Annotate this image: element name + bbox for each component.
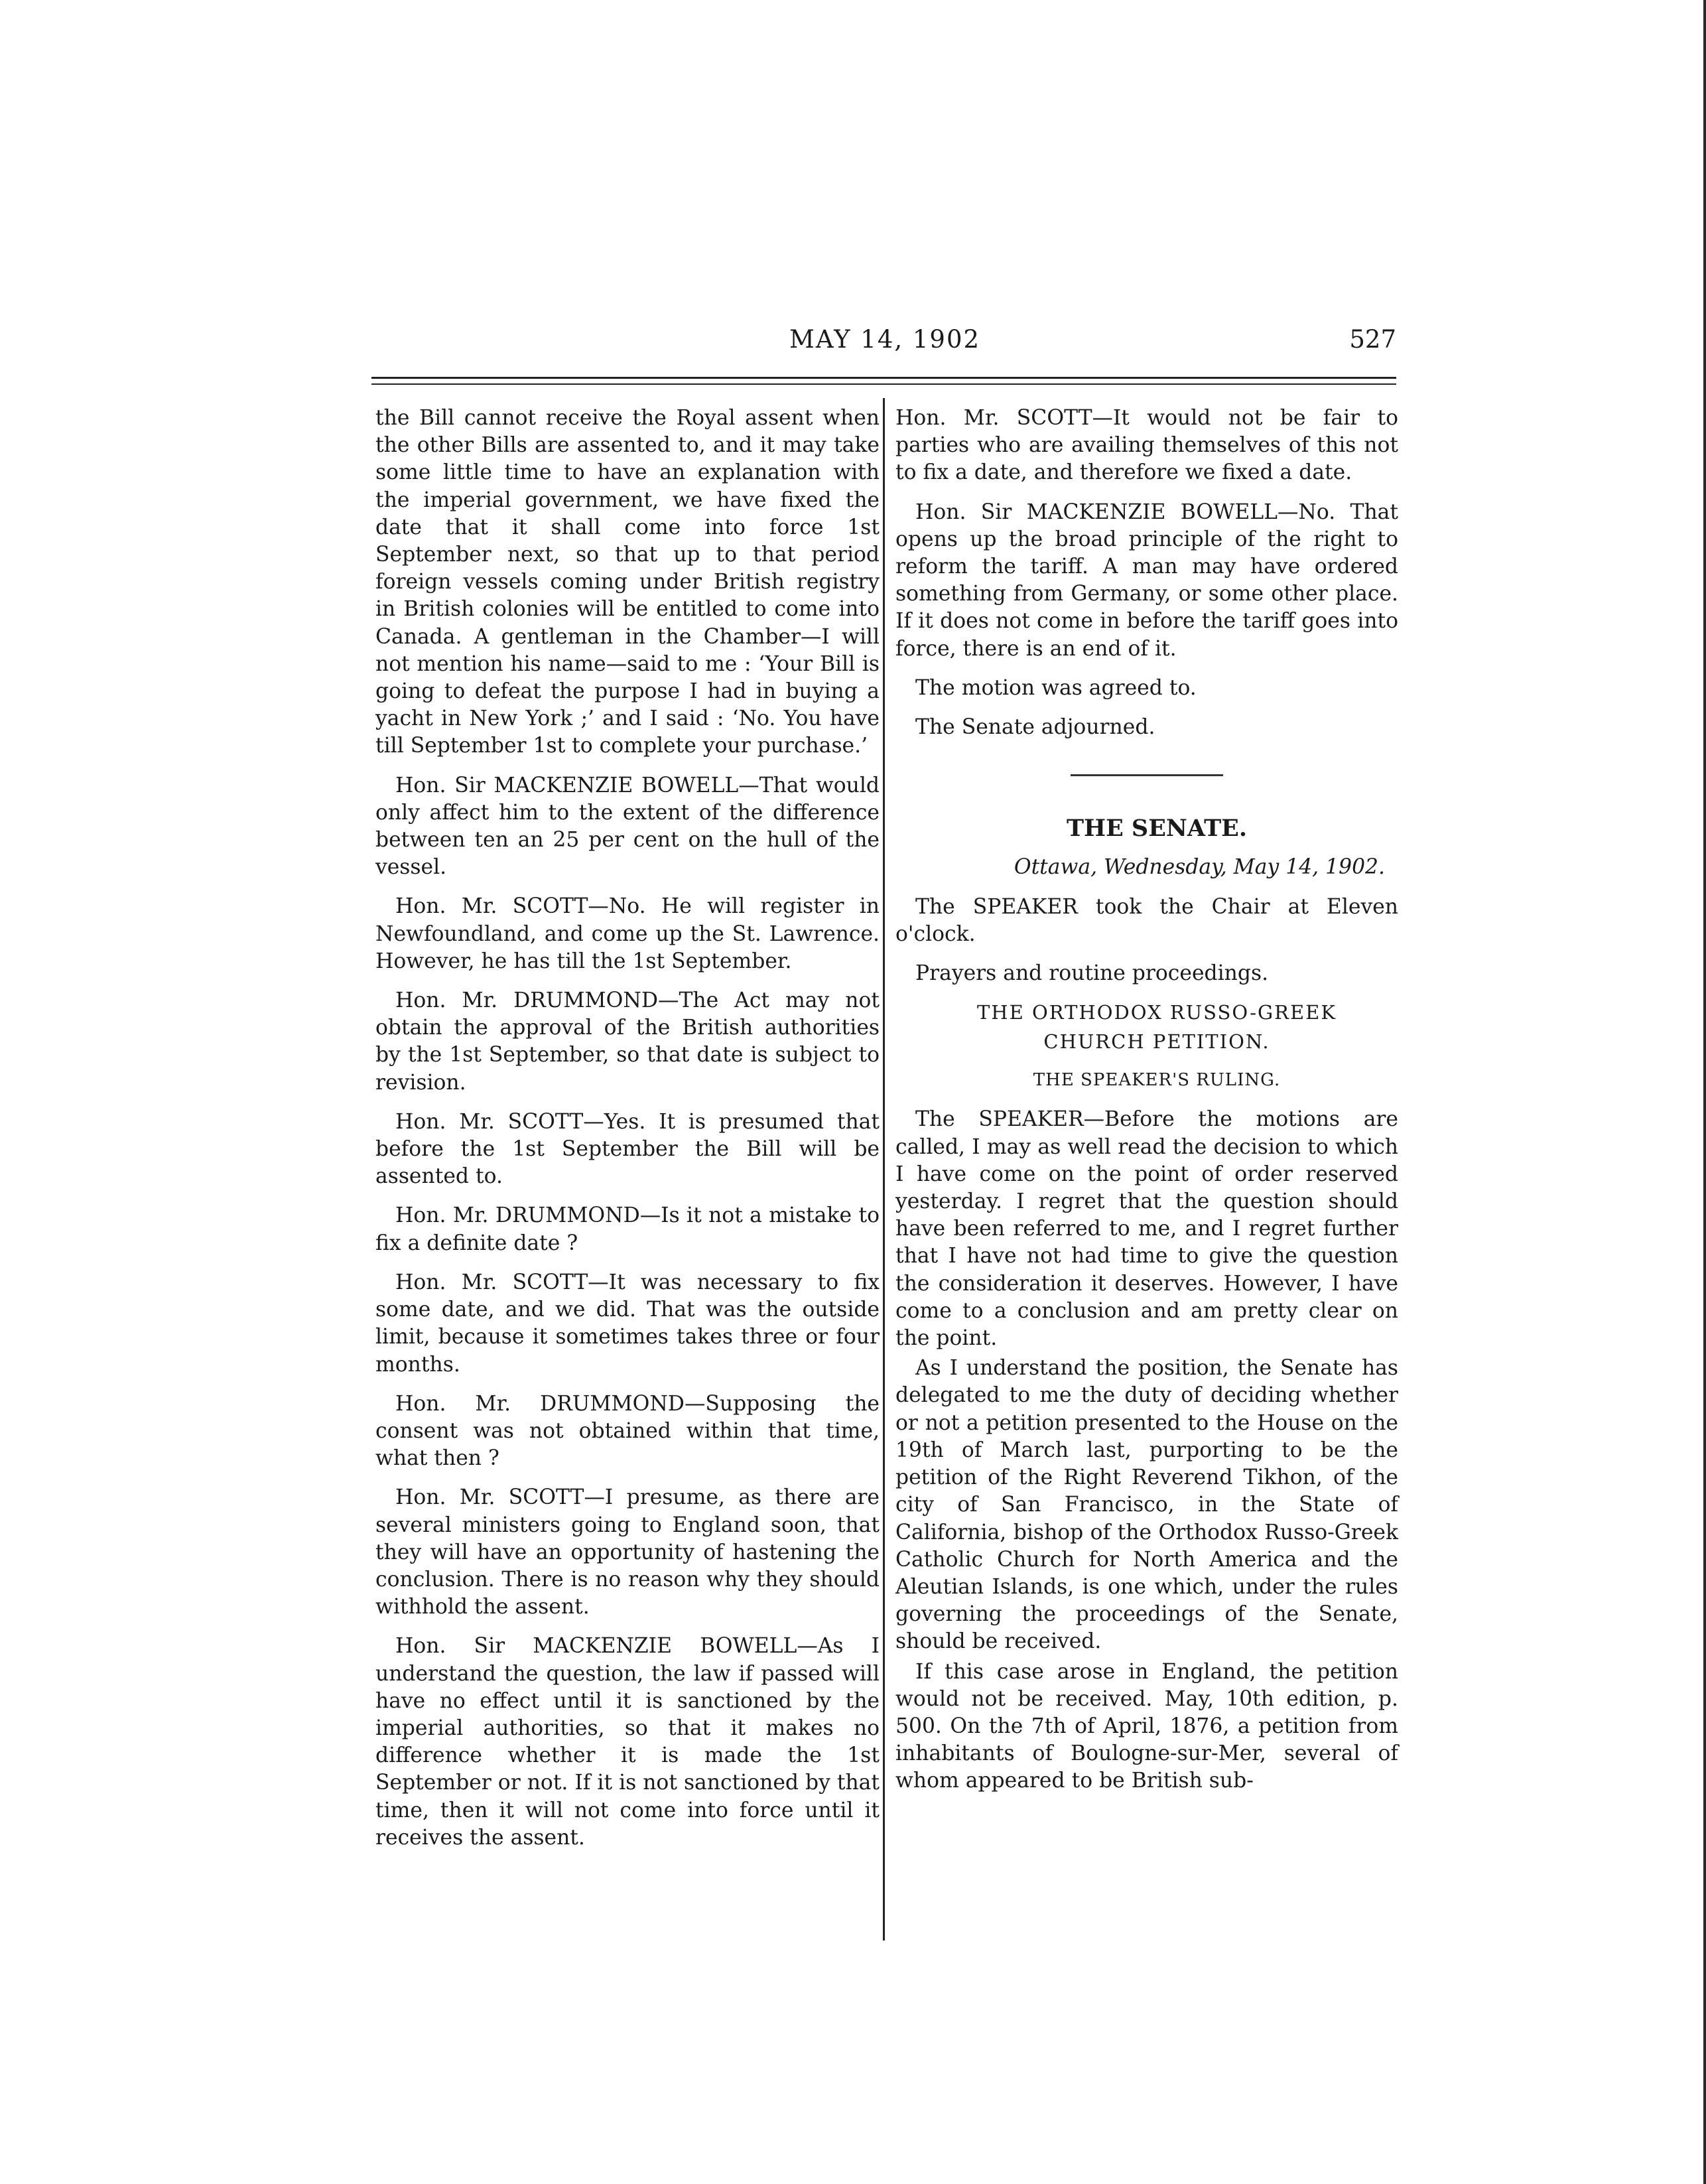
left-column: [375, 405, 880, 1864]
subheading-ruling: THE SPEAKER'S RULING.: [1033, 1070, 1281, 1091]
paragraph: Hon. Mr. SCOTT—Yes. It is presumed that before the 1st September the Bill will be assented to.: [375, 1109, 880, 1189]
paragraph: the Bill cannot receive the Royal assent when the other Bills are assented to, and it may take some little time to have an explanation with the imperial government, we have fixed the date that it shall come into force 1st September next, so that up to that period foreign vessels coming under British registry in British colonies will be entitled to come into Canada. A gentleman in the Chamber—I will not mention his name—said to me : ‘Your Bill is going to defeat the purpose I had in buying a yacht in New York ;’ and I said : ‘No. You have till September 1st to complete your purchase.’: [375, 406, 880, 758]
paragraph: Hon. Mr. SCOTT—It was necessary to fix some date, and we did. That was the outside limit, because it sometimes takes three or four months.: [375, 1270, 880, 1377]
page-header: [371, 325, 1396, 365]
paragraph: The SPEAKER took the Chair at Eleven o'clock.: [895, 894, 1398, 946]
paragraph: Hon. Sir MACKENZIE BOWELL—No. That opens up the broad principle of the right to reform the tariff. A man may have ordered something from Germany, or some other place. If it does not come in before the tariff goes into force, there is an end of it.: [895, 500, 1398, 661]
paragraph: The Senate adjourned.: [915, 715, 1155, 740]
section-title: THE SENATE.: [1066, 815, 1248, 843]
header-rule-bottom: [371, 383, 1396, 385]
paragraph: Hon. Mr. SCOTT—No. He will register in Newfoundland, and come up the St. Lawrence. However, he has till the 1st September.: [375, 894, 880, 973]
paragraph: The SPEAKER—Before the motions are called, I may as well read the decision to which I have come on the point of order reserved yesterday. I regret that the question should have been referred to me, and I regret further that I have not had time to give the question the consideration it deserves. However, I have come to a conclusion and am pretty clear on the point.: [895, 1107, 1398, 1351]
right-column: [895, 405, 1398, 1798]
paragraph: The motion was agreed to.: [915, 675, 1197, 700]
paragraph: Hon. Mr. DRUMMOND—Supposing the consent was not obtained within that time, what then ?: [375, 1391, 880, 1471]
header-rule-top: [371, 377, 1396, 379]
header-date: MAY 14, 1902: [789, 325, 981, 354]
subheading-line-2: CHURCH PETITION.: [1043, 1030, 1270, 1054]
paragraph: Hon. Mr. SCOTT—I presume, as there are several ministers going to England soon, that they will have an opportunity of hastening the conclusion. There is no reason why they should withhold the assent.: [375, 1485, 880, 1619]
dateline: Ottawa, Wednesday, May 14, 1902.: [1014, 855, 1385, 880]
paragraph: Hon. Mr. SCOTT—It would not be fair to parties who are availing themselves of this not to fix a date, and therefore we fixed a date.: [895, 406, 1398, 485]
paragraph: Hon. Sir MACKENZIE BOWELL—That would only affect him to the extent of the difference between ten an 25 per cent on the hull of the vessel.: [375, 773, 880, 880]
paragraph: If this case arose in England, the petition would not be received. May, 10th edition, p. 500. On the 7th of April, 1876, a petition from inhabitants of Boulogne-sur-Mer, several of whom appeared to be British sub-: [895, 1659, 1398, 1793]
subheading-line-1: THE ORTHODOX RUSSO-GREEK: [976, 1001, 1337, 1024]
paragraph: Hon. Mr. DRUMMOND—The Act may not obtain the approval of the British authorities by the 1st September, so that date is subject to revision.: [375, 989, 880, 1095]
paragraph: As I understand the position, the Senate has delegated to me the duty of deciding whether or not a petition presented to the House on the 19th of March last, purporting to be the petition of the Right Reverend Tikhon, of the city of San Francisco, in the State of California, bishop of the Orthodox Russo-Greek Catholic Church for North America and the Aleutian Islands, is one which, under the rules governing the proceedings of the Senate, should be received.: [895, 1356, 1398, 1654]
section-divider: [1071, 774, 1223, 776]
paragraph: Hon. Sir MACKENZIE BOWELL—As I understand the question, the law if passed will have no effect until it is sanctioned by the imperial authorities, so that it makes no difference whether it is made the 1st September or not. If it is not sanctioned by that time, then it will not come into force until it receives the assent.: [375, 1634, 880, 1850]
paragraph: Prayers and routine proceedings.: [915, 961, 1269, 986]
scan-edge: [1703, 0, 1706, 2184]
page-number: 527: [1349, 325, 1396, 354]
column-divider: [883, 398, 885, 1941]
paragraph: Hon. Mr. DRUMMOND—Is it not a mistake to fix a definite date ?: [375, 1203, 880, 1255]
